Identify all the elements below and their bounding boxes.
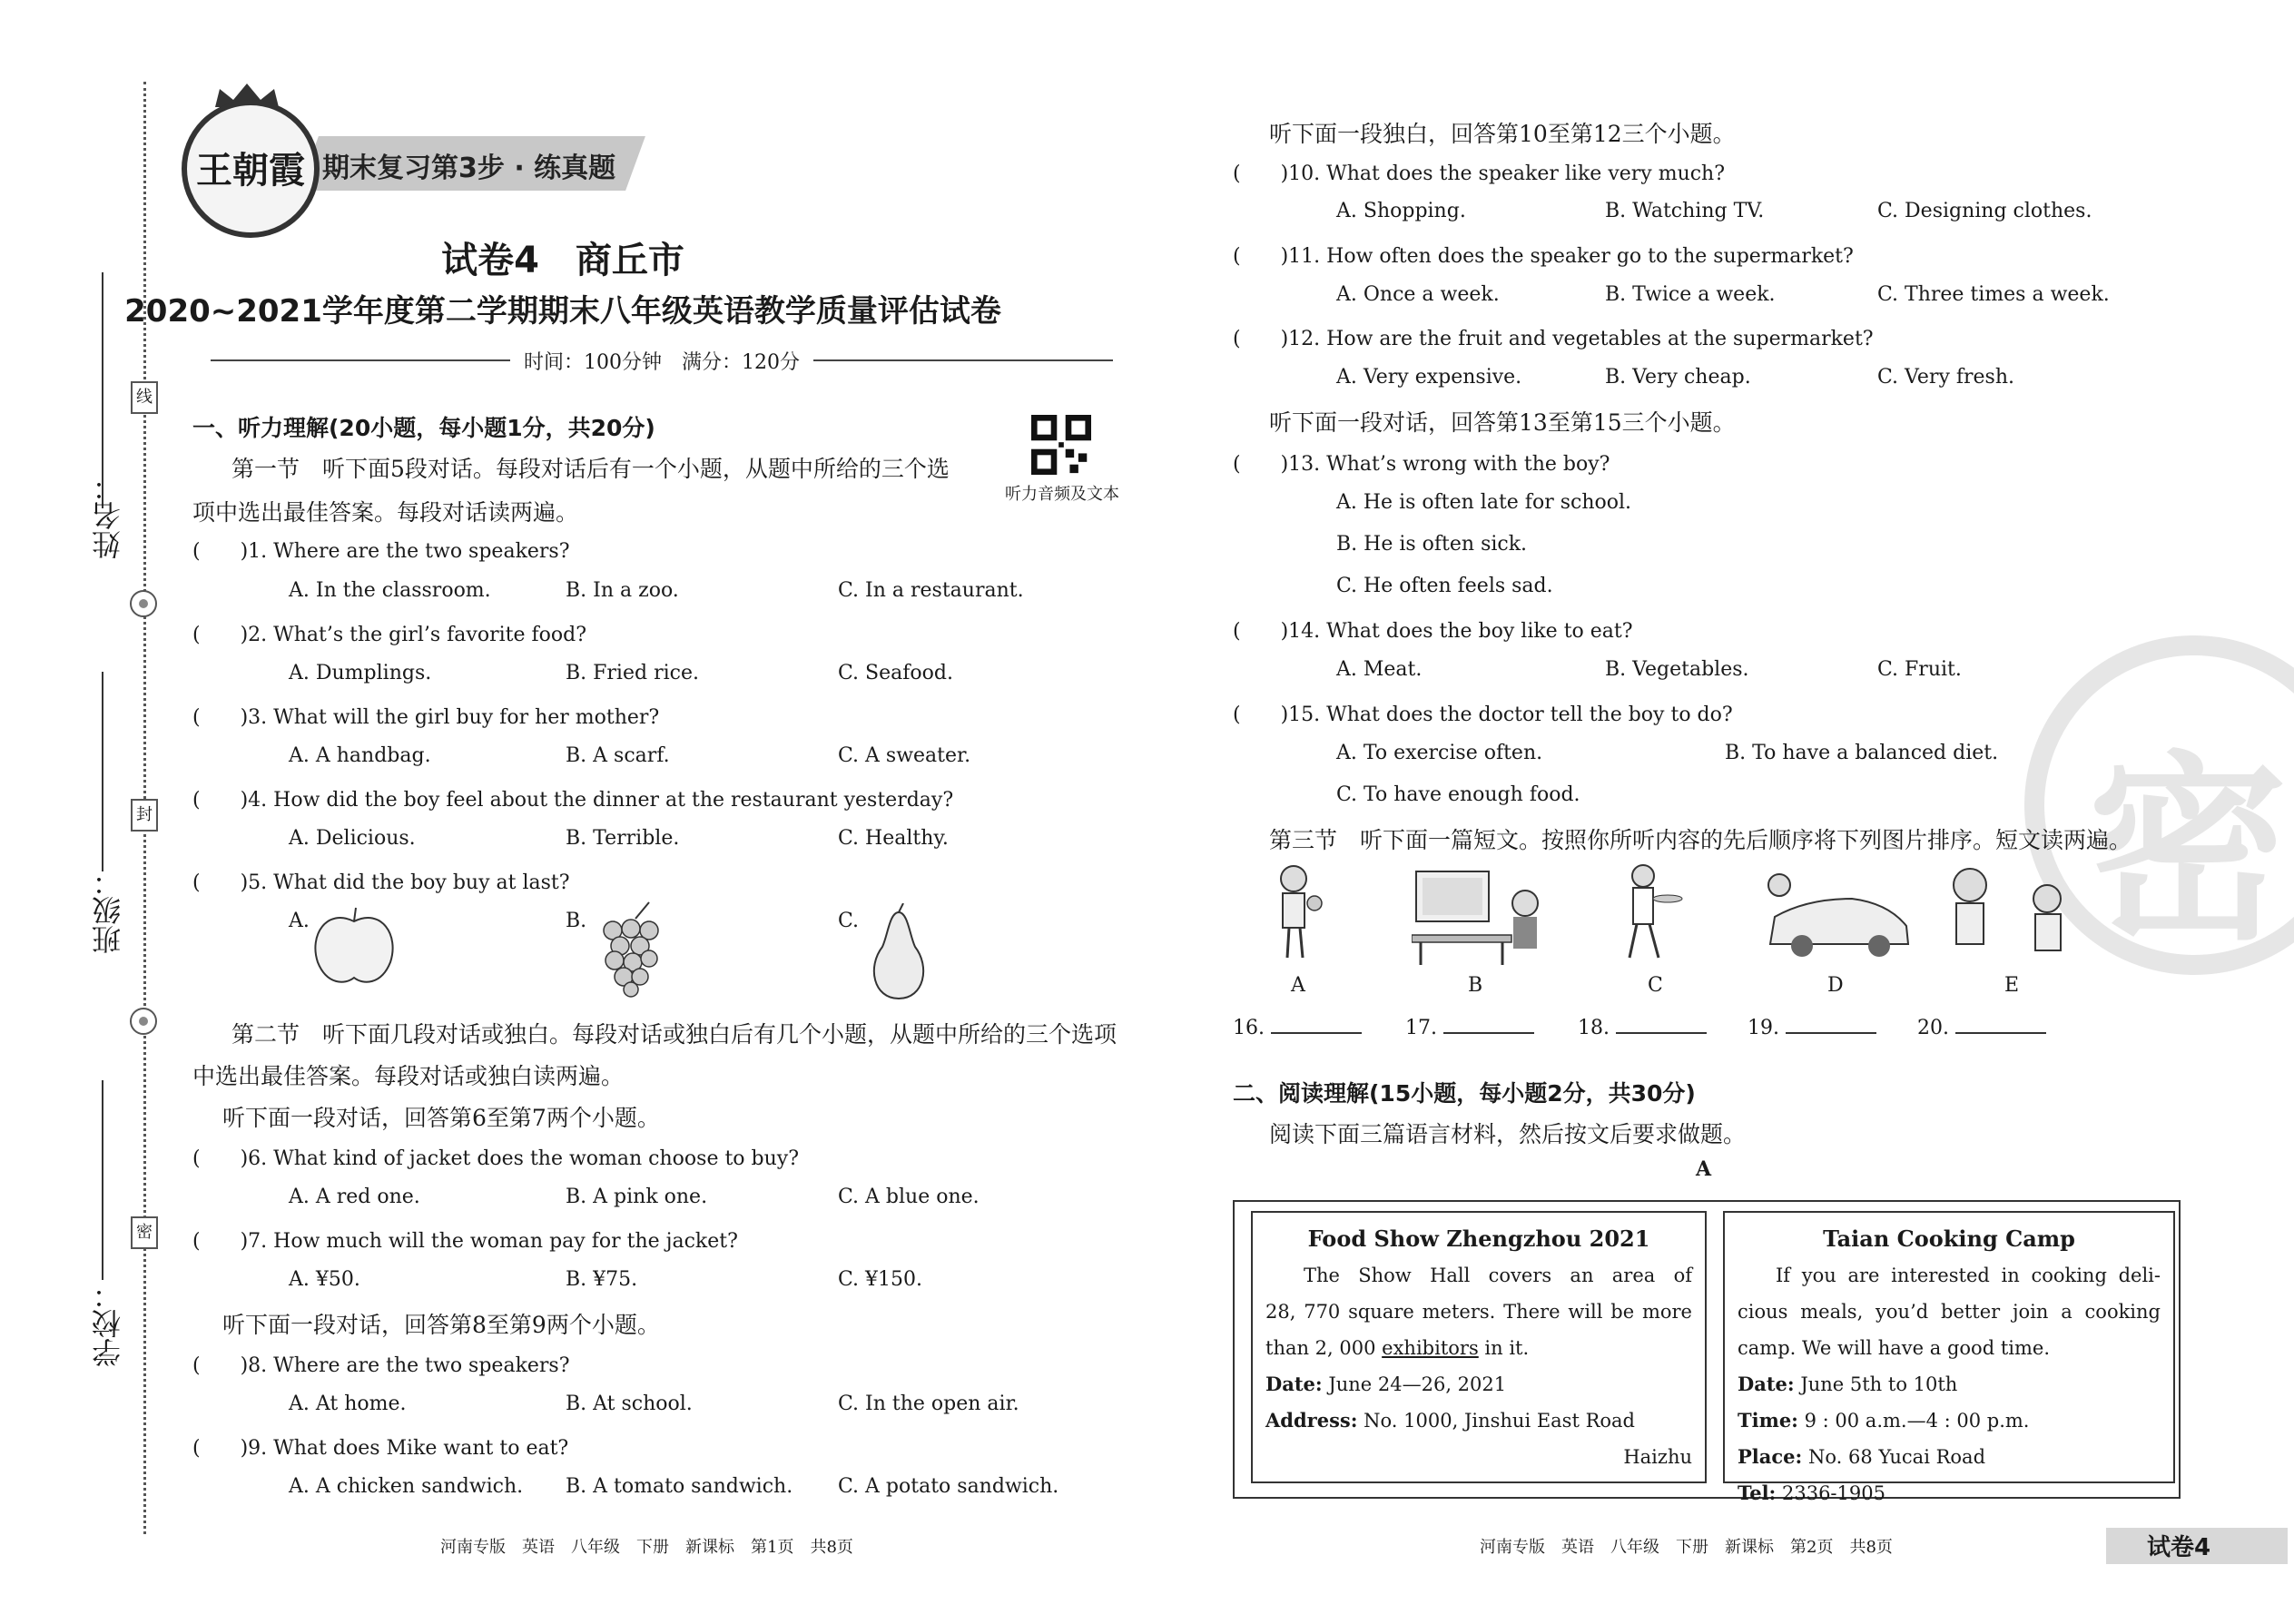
- q9-option-b: B. A tomato sandwich.: [566, 1475, 793, 1498]
- picture-a-boy-eating-icon: [1253, 862, 1389, 962]
- answer-blank-16[interactable]: 16.: [1233, 1017, 1362, 1039]
- school-fill-line: [102, 1080, 103, 1280]
- card-time: Time: 9 : 00 a.m.—4 : 00 p.m.: [1738, 1409, 2030, 1432]
- card-signoff: Haizhu: [1623, 1446, 1692, 1468]
- grapes-icon: [595, 899, 667, 999]
- qr-caption: 听力音频及文本: [1005, 485, 1119, 504]
- intro-q8-9: 听下面一段对话，回答第8至第9两个小题。: [222, 1312, 660, 1338]
- school-label: 学校：: [91, 1280, 125, 1367]
- q10-option-b: B. Watching TV.: [1605, 200, 1765, 222]
- qr-code-icon: [1031, 415, 1091, 475]
- question-7: ( )7. How much will the woman pay for the jacket?: [192, 1230, 738, 1253]
- answer-blank-17[interactable]: 17.: [1405, 1017, 1534, 1039]
- q13-option-c: C. He often feels sad.: [1336, 575, 1553, 597]
- logo: [182, 100, 320, 238]
- q11-option-b: B. Twice a week.: [1605, 283, 1776, 306]
- q12-option-c: C. Very fresh.: [1877, 366, 2014, 389]
- passage-label-a: A: [1696, 1157, 1712, 1181]
- picture-e-boys-talking-icon: [1934, 862, 2088, 962]
- q11-option-a: A. Once a week.: [1336, 283, 1500, 306]
- q9-option-c: C. A potato sandwich.: [838, 1475, 1059, 1498]
- q8-option-a: A. At home.: [289, 1393, 407, 1415]
- food-show-card: [1251, 1211, 1707, 1483]
- card-date: Date: June 5th to 10th: [1738, 1373, 1958, 1395]
- question-10: ( )10. What does the speaker like very much?: [1233, 162, 1726, 185]
- name-label: 姓名：: [91, 472, 125, 559]
- picture-label-b: B: [1468, 974, 1483, 997]
- q7-option-b: B. ¥75.: [566, 1268, 638, 1291]
- question-5: ( )5. What did the boy buy at last?: [192, 871, 570, 894]
- q5-option-b: B.: [566, 910, 587, 932]
- card-text: than 2, 000 exhibitors in it.: [1265, 1337, 1530, 1359]
- question-1: ( )1. Where are the two speakers?: [192, 540, 570, 563]
- q1-option-c: C. In a restaurant.: [838, 579, 1024, 602]
- section2-instruction-cont: 中选出最佳答案。每段对话或独白读两遍。: [192, 1063, 625, 1089]
- card-date: Date: June 24—26, 2021: [1265, 1373, 1507, 1395]
- q14-option-a: A. Meat.: [1336, 658, 1423, 681]
- exam-subtitle: 2020~2021学年度第二学期期末八年级英语教学质量评估试卷: [124, 293, 1001, 330]
- q15-option-b: B. To have a balanced diet.: [1725, 742, 1999, 764]
- binding-hole-icon: [130, 1008, 157, 1035]
- class-label: 班级：: [91, 867, 125, 954]
- q14-option-b: B. Vegetables.: [1605, 658, 1749, 681]
- watermark-char: 密: [2088, 732, 2289, 967]
- q6-option-a: A. A red one.: [289, 1186, 420, 1208]
- part1-heading: 一、听力理解(20小题，每小题1分，共20分): [192, 415, 655, 441]
- card-text: The Show Hall covers an area of: [1304, 1265, 1692, 1286]
- time-info: 时间：100分钟 满分：120分: [524, 351, 800, 374]
- q2-option-a: A. Dumplings.: [289, 662, 432, 684]
- q1-option-a: A. In the classroom.: [289, 579, 491, 602]
- q10-option-c: C. Designing clothes.: [1877, 200, 2092, 222]
- footer-right: 河南专版 英语 八年级 下册 新课标 第2页 共8页: [1480, 1538, 1893, 1557]
- q1-option-b: B. In a zoo.: [566, 579, 679, 602]
- q15-option-c: C. To have enough food.: [1336, 783, 1580, 806]
- card-text: 28, 770 square meters. There will be more: [1265, 1301, 1692, 1323]
- section2-instruction: 第二节 听下面几段对话或独白。每段对话或独白后有几个小题，从题中所给的三个选项: [231, 1021, 1117, 1048]
- question-11: ( )11. How often does the speaker go to the supermarket?: [1233, 245, 1854, 268]
- q3-option-a: A. A handbag.: [289, 744, 431, 767]
- class-fill-line: [102, 672, 103, 871]
- footer-left: 河南专版 英语 八年级 下册 新课标 第1页 共8页: [440, 1538, 853, 1557]
- cooking-camp-card: [1723, 1211, 2175, 1504]
- question-14: ( )14. What does the boy like to eat?: [1233, 620, 1633, 643]
- q2-option-c: C. Seafood.: [838, 662, 953, 684]
- question-8: ( )8. Where are the two speakers?: [192, 1354, 570, 1377]
- q8-option-b: B. At school.: [566, 1393, 693, 1415]
- paper-tag: 试卷4: [2147, 1534, 2211, 1561]
- picture-label-c: C: [1648, 974, 1663, 997]
- question-4: ( )4. How did the boy feel about the dinner at the restaurant yesterday?: [192, 789, 954, 812]
- q4-option-b: B. Terrible.: [566, 827, 680, 850]
- card-title: Food Show Zhengzhou 2021: [1307, 1225, 1650, 1252]
- banner-text: 期末复习第3步 · 练真题: [322, 153, 616, 184]
- q6-option-b: B. A pink one.: [566, 1186, 708, 1208]
- q5-option-c: C.: [838, 910, 860, 932]
- answer-blank-20[interactable]: 20.: [1917, 1017, 2046, 1039]
- q8-option-c: C. In the open air.: [838, 1393, 1019, 1415]
- q4-option-a: A. Delicious.: [289, 827, 416, 850]
- answer-blank-19[interactable]: 19.: [1748, 1017, 1876, 1039]
- apple-icon: [309, 903, 399, 989]
- card-title: Taian Cooking Camp: [1823, 1225, 2075, 1252]
- q2-option-b: B. Fried rice.: [566, 662, 699, 684]
- picture-d-car-icon: [1752, 862, 1915, 962]
- card-address: Address: No. 1000, Jinshui East Road: [1265, 1409, 1635, 1432]
- q11-option-c: C. Three times a week.: [1877, 283, 2110, 306]
- picture-label-d: D: [1827, 974, 1844, 997]
- logo-text: 王朝霞: [196, 149, 305, 192]
- q9-option-a: A. A chicken sandwich.: [289, 1475, 524, 1498]
- q7-option-a: A. ¥50.: [289, 1268, 360, 1291]
- q10-option-a: A. Shopping.: [1336, 200, 1466, 222]
- picture-label-e: E: [2004, 974, 2020, 997]
- picture-b-computer-icon: [1412, 867, 1548, 967]
- time-info-bar: [211, 347, 1113, 374]
- section1-instruction: 第一节 听下面5段对话。每段对话后有一个小题，从题中所给的三个选: [231, 456, 950, 482]
- seal-mark-seal: 封: [131, 799, 158, 832]
- picture-label-a: A: [1291, 974, 1305, 997]
- pear-icon: [862, 903, 935, 1003]
- card-text: camp. We will have a good time.: [1738, 1337, 2050, 1359]
- answer-blank-18[interactable]: 18.: [1578, 1017, 1707, 1039]
- q7-option-c: C. ¥150.: [838, 1268, 923, 1291]
- question-15: ( )15. What does the doctor tell the boy to do?: [1233, 704, 1733, 726]
- card-place: Place: No. 68 Yucai Road: [1738, 1445, 1986, 1468]
- intro-q6-7: 听下面一段对话，回答第6至第7两个小题。: [222, 1105, 660, 1131]
- q3-option-c: C. A sweater.: [838, 744, 971, 767]
- q13-option-b: B. He is often sick.: [1336, 533, 1528, 556]
- question-12: ( )12. How are the fruit and vegetables at the supermarket?: [1233, 328, 1874, 350]
- q5-option-a: A.: [289, 910, 310, 932]
- question-3: ( )3. What will the girl buy for her mother?: [192, 706, 660, 729]
- picture-c-waiter-icon: [1593, 862, 1729, 962]
- part2-instruction: 阅读下面三篇语言材料，然后按文后要求做题。: [1269, 1121, 1747, 1147]
- intro-q13-15: 听下面一段对话，回答第13至第15三个小题。: [1269, 409, 1736, 436]
- section3-instruction: 第三节 听下面一篇短文。按照你所听内容的先后顺序将下列图片排序。短文读两遍。: [1269, 827, 2132, 853]
- intro-q10-12: 听下面一段独白，回答第10至第12三个小题。: [1269, 121, 1736, 147]
- seal-mark-line: 线: [131, 381, 158, 414]
- binding-hole-icon: [130, 590, 157, 617]
- exam-title: 试卷4 商丘市: [441, 240, 684, 281]
- section1-instruction-cont: 项中选出最佳答案。每段对话读两遍。: [192, 499, 579, 526]
- q13-option-a: A. He is often late for school.: [1336, 491, 1632, 514]
- q15-option-a: A. To exercise often.: [1336, 742, 1543, 764]
- card-text: If you are interested in cooking deli-: [1776, 1265, 2161, 1286]
- q6-option-c: C. A blue one.: [838, 1186, 980, 1208]
- q12-option-b: B. Very cheap.: [1605, 366, 1751, 389]
- part2-heading: 二、阅读理解(15小题，每小题2分，共30分): [1233, 1080, 1696, 1107]
- question-2: ( )2. What’s the girl’s favorite food?: [192, 624, 586, 646]
- q14-option-c: C. Fruit.: [1877, 658, 1962, 681]
- question-9: ( )9. What does Mike want to eat?: [192, 1437, 569, 1460]
- card-text: cious meals, you’d better join a cooking: [1738, 1301, 2161, 1323]
- q4-option-c: C. Healthy.: [838, 827, 949, 850]
- q12-option-a: A. Very expensive.: [1336, 366, 1522, 389]
- question-13: ( )13. What’s wrong with the boy?: [1233, 453, 1610, 476]
- seal-mark-secret: 密: [131, 1216, 158, 1249]
- card-tel: Tel: 2336-1905: [1738, 1481, 1885, 1504]
- question-6: ( )6. What kind of jacket does the woman choose to buy?: [192, 1147, 800, 1170]
- q3-option-b: B. A scarf.: [566, 744, 670, 767]
